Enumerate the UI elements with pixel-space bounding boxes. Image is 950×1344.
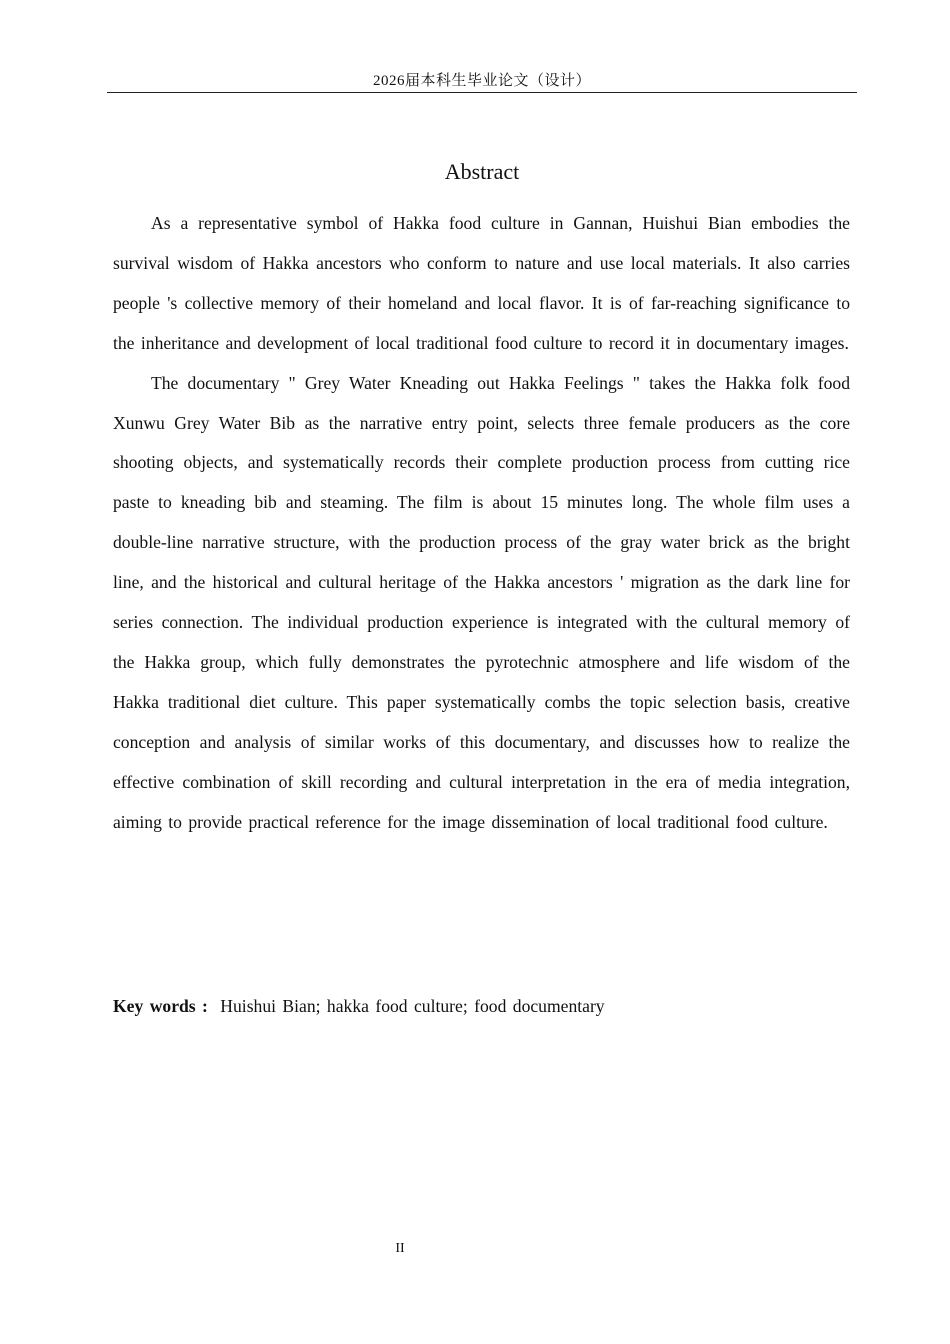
- running-header: 2026届本科生毕业论文（设计）: [107, 69, 857, 93]
- page-number: II: [395, 1241, 405, 1256]
- keywords-label: Key words :: [113, 996, 208, 1016]
- abstract-title: Abstract: [444, 158, 520, 184]
- abstract-paragraph-1: As a representative symbol of Hakka food culture in Gannan, Huishui Bian embodies the survival wisdom of Hakka ancestors who conform to nature and use local materials. It also carries people 's collective memory of their homeland and local flavor. It is of far-reaching significance to the inheritance and development of local traditional food culture to record it in documentary images.: [113, 213, 850, 353]
- abstract-body: [113, 204, 850, 843]
- keywords-line: [113, 992, 850, 1020]
- abstract-paragraph-2: The documentary " Grey Water Kneading out Hakka Feelings " takes the Hakka folk food Xunwu Grey Water Bib as the narrative entry point, selects three female producers as the core shooting objects, and systematically records their complete production process from cutting rice paste to kneading bib and steaming. The film is about 15 minutes long. The whole film uses a double-line narrative structure, with the production process of the gray water brick as the bright line, and the historical and cultural heritage of the Hakka ancestors ' migration as the dark line for series connection. The individual production experience is integrated with the cultural memory of the Hakka group, which fully demonstrates the pyrotechnic atmosphere and life wisdom of the Hakka traditional diet culture. This paper systematically combs the topic selection basis, creative conception and analysis of similar works of this documentary, and discusses how to realize the effective combination of skill recording and cultural interpretation in the era of media integration, aiming to provide practical reference for the image dissemination of local traditional food culture.: [113, 372, 850, 832]
- keywords-text: Huishui Bian; hakka food culture; food documentary: [220, 996, 605, 1016]
